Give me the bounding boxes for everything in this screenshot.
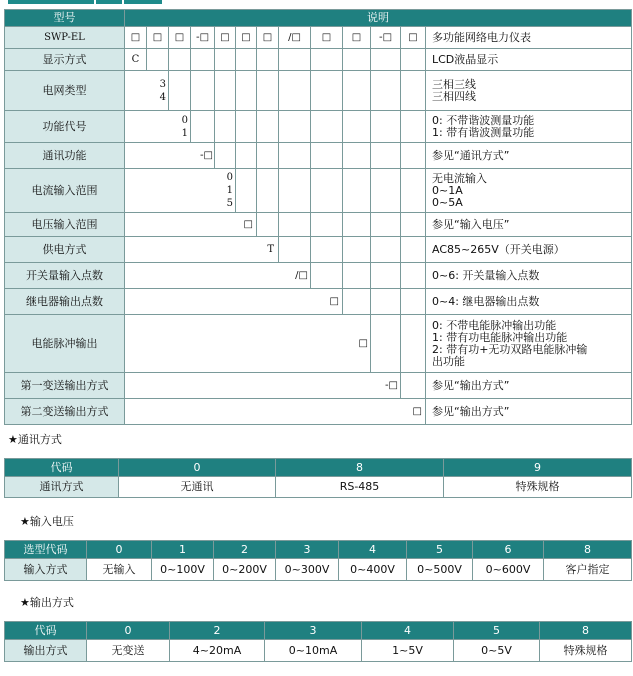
desc-line: 0~5A bbox=[432, 195, 463, 209]
cell: 0~500V bbox=[407, 559, 473, 581]
cell: 特殊规格 bbox=[444, 477, 632, 498]
desc-line: 三相三线 bbox=[432, 77, 476, 91]
header-cell: 3 bbox=[265, 622, 362, 640]
table-row bbox=[5, 237, 632, 263]
cell: 0~400V bbox=[339, 559, 407, 581]
header-cell: 选型代码 bbox=[5, 541, 87, 559]
row-label: 电能脉冲输出 bbox=[5, 315, 125, 373]
code-value: 4 bbox=[159, 91, 166, 103]
header-cell: 1 bbox=[152, 541, 214, 559]
comm-table bbox=[4, 458, 632, 498]
desc-line: 出功能 bbox=[432, 354, 465, 368]
header-cell: 4 bbox=[362, 622, 454, 640]
row-desc: 0~4: 继电器输出点数 bbox=[426, 289, 632, 315]
table-row bbox=[5, 213, 632, 237]
cell: 0~200V bbox=[214, 559, 276, 581]
desc-line: 2: 带有功+无功双路电能脉冲输 bbox=[432, 342, 588, 356]
row-desc: 0~6: 开关量输入点数 bbox=[426, 263, 632, 289]
cell: 0~5V bbox=[454, 640, 540, 662]
voltage-table bbox=[4, 540, 632, 581]
header-cell: 5 bbox=[454, 622, 540, 640]
cell: 客户指定 bbox=[544, 559, 632, 581]
cell: 无输入 bbox=[87, 559, 152, 581]
output-table bbox=[4, 621, 632, 662]
table-row bbox=[5, 315, 632, 373]
row-label: 供电方式 bbox=[5, 237, 125, 263]
desc-line: 三相四线 bbox=[432, 89, 476, 103]
code-cell: /□ bbox=[279, 27, 311, 49]
row-desc: 参见“输出方式” bbox=[426, 373, 632, 399]
header-cell: 5 bbox=[407, 541, 473, 559]
table-row bbox=[5, 49, 632, 71]
row-desc: 参见“输入电压” bbox=[426, 213, 632, 237]
row-label: 通讯方式 bbox=[5, 477, 119, 498]
table-row bbox=[5, 169, 632, 213]
table-row bbox=[5, 289, 632, 315]
header-cell: 2 bbox=[170, 622, 265, 640]
header-cell: 0 bbox=[87, 541, 152, 559]
cell: 4~20mA bbox=[170, 640, 265, 662]
section-title-comm: ★通讯方式 bbox=[8, 433, 62, 446]
cell: 特殊规格 bbox=[540, 640, 632, 662]
cell: 无变送 bbox=[87, 640, 170, 662]
header-cell: 0 bbox=[119, 459, 276, 477]
table-row bbox=[5, 559, 632, 581]
table-row bbox=[5, 71, 632, 111]
code-cell: □ bbox=[401, 27, 426, 49]
header-model: 型号 bbox=[5, 10, 125, 27]
row-label: 继电器输出点数 bbox=[5, 289, 125, 315]
header-cell: 6 bbox=[473, 541, 544, 559]
section-title-voltage: ★输入电压 bbox=[20, 515, 74, 528]
row-desc: 参见“通讯方式” bbox=[426, 143, 632, 169]
header-cell: 3 bbox=[276, 541, 339, 559]
code-value: 3 bbox=[159, 78, 166, 90]
table-row bbox=[5, 373, 632, 399]
model-selection-table bbox=[4, 9, 632, 425]
table-row bbox=[5, 143, 632, 169]
code-cell: □ bbox=[311, 27, 343, 49]
header-desc: 说明 bbox=[125, 10, 632, 27]
row-desc: LCD液晶显示 bbox=[426, 49, 632, 71]
desc-line: 1: 带有功电能脉冲输出功能 bbox=[432, 330, 568, 344]
code-cell: -□ bbox=[125, 143, 215, 169]
code-value: 1 bbox=[181, 127, 188, 139]
desc-line: 0: 不带电能脉冲输出功能 bbox=[432, 318, 557, 332]
desc-line: 0: 不带谐波测量功能 bbox=[432, 113, 535, 127]
cell: 0~10mA bbox=[265, 640, 362, 662]
code-cell: □ bbox=[215, 27, 236, 49]
code-cell: □ bbox=[125, 315, 371, 373]
table-row bbox=[5, 477, 632, 498]
section-title-output: ★输出方式 bbox=[20, 596, 74, 609]
top-decoration bbox=[0, 0, 633, 9]
code-cell: -□ bbox=[371, 27, 401, 49]
code-cell: C bbox=[125, 49, 147, 71]
code-cell: □ bbox=[125, 289, 343, 315]
header-cell: 代码 bbox=[5, 459, 119, 477]
table-row bbox=[5, 263, 632, 289]
row-desc: 参见“输出方式” bbox=[426, 399, 632, 425]
code-cell: -□ bbox=[125, 373, 401, 399]
row-desc: AC85~265V（开关电源） bbox=[426, 237, 632, 263]
code-cell: /□ bbox=[125, 263, 311, 289]
code-cell: □ bbox=[257, 27, 279, 49]
row-label: 显示方式 bbox=[5, 49, 125, 71]
code-value: 5 bbox=[226, 198, 233, 209]
row-label: 电网类型 bbox=[5, 71, 125, 111]
code-cell: □ bbox=[125, 399, 426, 425]
cell: 无通讯 bbox=[119, 477, 276, 498]
code-cell: □ bbox=[169, 27, 191, 49]
desc-line: 无电流输入 bbox=[432, 171, 487, 185]
code-value: 0 bbox=[226, 172, 233, 183]
cell: RS-485 bbox=[276, 477, 444, 498]
row-label: 第二变送输出方式 bbox=[5, 399, 125, 425]
header-cell: 0 bbox=[87, 622, 170, 640]
header-cell: 8 bbox=[276, 459, 444, 477]
header-cell: 8 bbox=[540, 622, 632, 640]
table-row bbox=[5, 399, 632, 425]
table-row bbox=[5, 27, 632, 49]
code-cell: □ bbox=[343, 27, 371, 49]
desc-line: 1: 带有谐波测量功能 bbox=[432, 125, 535, 139]
code-cell: □ bbox=[236, 27, 257, 49]
row-label: 通讯功能 bbox=[5, 143, 125, 169]
code-cell: T bbox=[125, 237, 279, 263]
code-value: 0 bbox=[181, 114, 188, 126]
row-desc: 多功能网络电力仪表 bbox=[426, 27, 632, 49]
row-label: 输入方式 bbox=[5, 559, 87, 581]
desc-line: 0~1A bbox=[432, 183, 463, 197]
code-cell: □ bbox=[125, 213, 257, 237]
row-label: 输出方式 bbox=[5, 640, 87, 662]
row-label: 第一变送输出方式 bbox=[5, 373, 125, 399]
code-value: 1 bbox=[226, 185, 233, 196]
code-cell: □ bbox=[125, 27, 147, 49]
header-cell: 9 bbox=[444, 459, 632, 477]
cell: 0~300V bbox=[276, 559, 339, 581]
code-cell: -□ bbox=[191, 27, 215, 49]
header-cell: 4 bbox=[339, 541, 407, 559]
code-cell: □ bbox=[147, 27, 169, 49]
row-label-model: SWP-EL bbox=[5, 27, 125, 49]
row-label: 电压输入范围 bbox=[5, 213, 125, 237]
cell: 0~600V bbox=[473, 559, 544, 581]
header-cell: 2 bbox=[214, 541, 276, 559]
table-row bbox=[5, 111, 632, 143]
row-label: 电流输入范围 bbox=[5, 169, 125, 213]
header-cell: 8 bbox=[544, 541, 632, 559]
row-label: 开关量输入点数 bbox=[5, 263, 125, 289]
cell: 1~5V bbox=[362, 640, 454, 662]
row-label: 功能代号 bbox=[5, 111, 125, 143]
table-row bbox=[5, 640, 632, 662]
header-cell: 代码 bbox=[5, 622, 87, 640]
cell: 0~100V bbox=[152, 559, 214, 581]
